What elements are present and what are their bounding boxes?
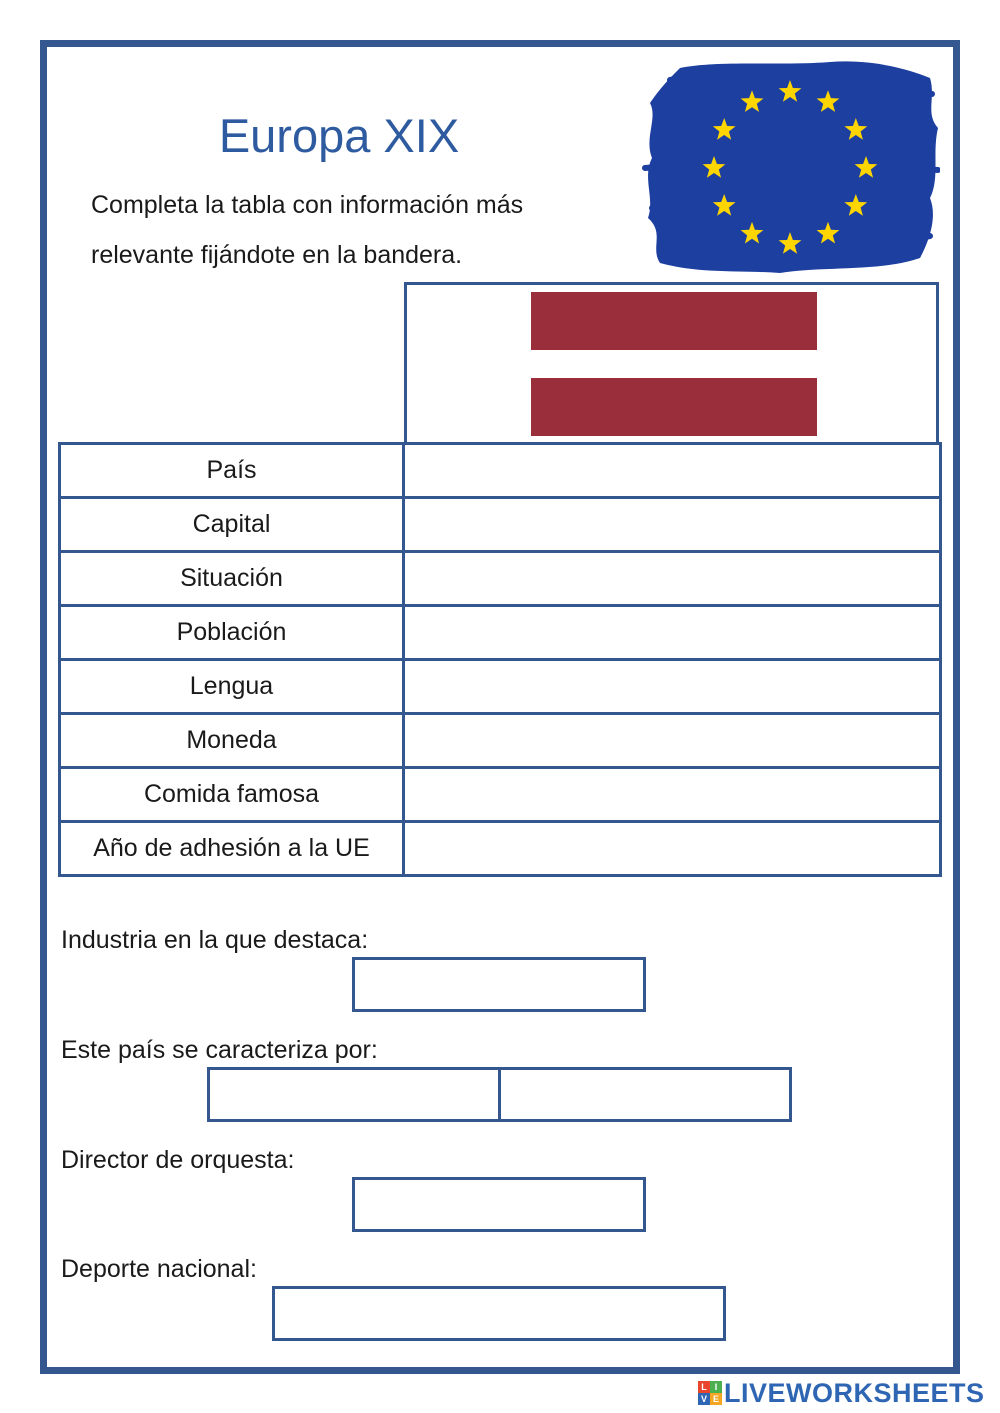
question-director: Director de orquesta: bbox=[61, 1146, 295, 1174]
latvia-flag-top-stripe bbox=[531, 292, 817, 350]
worksheet-title: Europa XIX bbox=[218, 109, 460, 162]
answer-box-caracteriza-1[interactable] bbox=[207, 1067, 501, 1122]
row-label-situacion: Situación bbox=[60, 552, 404, 606]
eu-flag-icon bbox=[640, 58, 940, 276]
answer-field-moneda[interactable] bbox=[404, 714, 941, 768]
answer-box-caracteriza-2[interactable] bbox=[498, 1067, 792, 1122]
answer-field-pais[interactable] bbox=[404, 444, 941, 498]
answer-field-poblacion[interactable] bbox=[404, 606, 941, 660]
instructions-line-1: Completa la tabla con información más bbox=[91, 191, 524, 219]
answer-field-lengua[interactable] bbox=[404, 660, 941, 714]
instructions-line-2: relevante fijándote en la bandera. bbox=[91, 241, 463, 269]
row-label-moneda: Moneda bbox=[60, 714, 404, 768]
question-caracteriza: Este país se caracteriza por: bbox=[61, 1036, 378, 1064]
question-deporte: Deporte nacional: bbox=[61, 1255, 257, 1283]
row-label-comida: Comida famosa bbox=[60, 768, 404, 822]
answer-field-capital[interactable] bbox=[404, 498, 941, 552]
liveworksheets-logo bbox=[698, 1378, 985, 1408]
latvia-flag-bottom-stripe bbox=[531, 378, 817, 436]
instructions bbox=[91, 180, 611, 280]
table-row bbox=[60, 444, 941, 498]
row-label-capital: Capital bbox=[60, 498, 404, 552]
answer-box-deporte[interactable] bbox=[272, 1286, 726, 1341]
table-row bbox=[60, 606, 941, 660]
table-row bbox=[60, 714, 941, 768]
answer-box-industria[interactable] bbox=[352, 957, 646, 1012]
answer-box-director[interactable] bbox=[352, 1177, 646, 1232]
answer-field-comida[interactable] bbox=[404, 768, 941, 822]
table-row bbox=[60, 552, 941, 606]
row-label-adhesion: Año de adhesión a la UE bbox=[60, 822, 404, 876]
answer-field-situacion[interactable] bbox=[404, 552, 941, 606]
table-row bbox=[60, 768, 941, 822]
table-row bbox=[60, 822, 941, 876]
question-industria: Industria en la que destaca: bbox=[61, 926, 369, 954]
row-label-pais: País bbox=[60, 444, 404, 498]
row-label-lengua: Lengua bbox=[60, 660, 404, 714]
table-row bbox=[60, 498, 941, 552]
liveworksheets-logo-text: LIVEWORKSHEETS bbox=[724, 1377, 985, 1408]
country-flag-cell bbox=[404, 282, 939, 442]
answer-field-adhesion[interactable] bbox=[404, 822, 941, 876]
country-info-table bbox=[58, 442, 942, 877]
liveworksheets-logo-icon: L I V E bbox=[698, 1381, 722, 1405]
row-label-poblacion: Población bbox=[60, 606, 404, 660]
table-row bbox=[60, 660, 941, 714]
